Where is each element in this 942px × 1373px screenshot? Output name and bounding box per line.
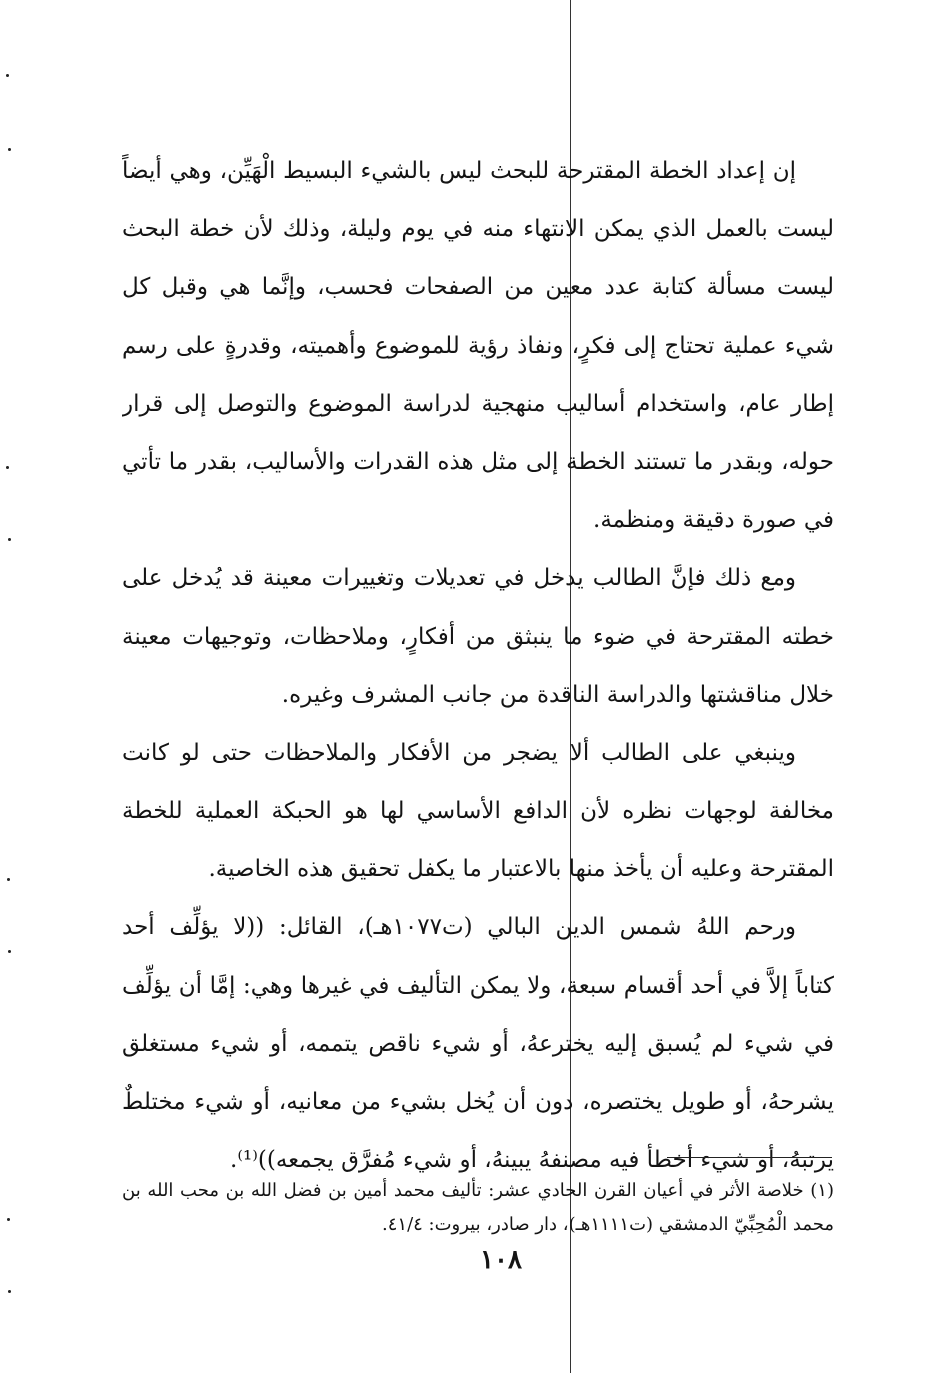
- text-line: مخالفة لوجهات نظره لأن الدافع الأساسي لها هو الحبكة العملية للخطة: [122, 798, 834, 825]
- paragraph: [122, 898, 834, 1189]
- paragraph: [122, 724, 834, 899]
- text-line: شيء عملية تحتاج إلى فكرٍ، ونفاذ رؤية للموضوع وأهميته، وقدرةٍ على رسم: [122, 332, 834, 359]
- footnote-line: (١) خلاصة الأثر في أعيان القرن الحادي عشر: تأليف محمد أمين بن فضل الله بن محب الله بن: [122, 1180, 834, 1201]
- text-line: ومع ذلك فإنَّ الطالب يدخل في تعديلات وتغييرات معينة قد يُدخل على: [122, 565, 796, 592]
- scan-speck: [8, 1290, 11, 1293]
- text-line: في صورة دقيقة ومنظمة.: [593, 507, 834, 534]
- text-line: وينبغي على الطالب ألا يضجر من الأفكار والملاحظات حتى لو كانت: [122, 739, 796, 766]
- text-line: إن إعداد الخطة المقترحة للبحث ليس بالشيء البسيط الْهَيِّن، وهي أيضاً: [122, 158, 796, 184]
- text-line: في شيء لم يُسبق إليه يخترعهُ، أو شيء ناقص يتممه، أو شيء مستغلق: [122, 1030, 834, 1057]
- scan-speck: [6, 466, 9, 469]
- page-number: ١٠٨: [480, 1245, 522, 1275]
- scan-speck: [8, 950, 11, 953]
- scan-speck: [6, 74, 9, 77]
- scan-speck: [7, 878, 10, 881]
- text-line: يشرحهُ، أو طويل يختصره، دون أن يُخل بشيء من معانيه، أو شيء مختلطٌ: [122, 1089, 834, 1115]
- text-line: ليست بالعمل الذي يمكن الانتهاء منه في يوم وليلة، وذلك لأن خطة البحث: [122, 216, 834, 243]
- text-line: ورحم اللهُ شمس الدين البالي (ت١٠٧٧هـ)، القائل: ((لا يؤلِّف أحد: [122, 914, 796, 941]
- main-text: [122, 142, 834, 1189]
- footnote: [122, 1174, 834, 1242]
- text-line: المقترحة وعليه أن يأخذ منها بالاعتبار ما يكفل تحقيق هذه الخاصية.: [208, 856, 834, 883]
- text-line: خلال مناقشتها والدراسة الناقدة من جانب المشرف وغيره.: [281, 681, 834, 708]
- footnote-separator: [667, 1157, 832, 1158]
- scan-speck: [8, 148, 11, 151]
- paragraph: [122, 549, 834, 724]
- text-line: ليست مسألة كتابة عدد معين من الصفحات فحسب، وإنَّما هي وقبل كل: [122, 274, 834, 301]
- paragraph: [122, 142, 834, 549]
- text-line: يرتبهُ، أو شيء أخطأ فيه مصنفهُ يبينهُ، أو شيء مُفرَّق يجمعه))⁽¹⁾.: [230, 1147, 834, 1174]
- scan-speck: [8, 538, 11, 541]
- text-line: إطار عام، واستخدام أساليب منهجية لدراسة الموضوع والتوصل إلى قرار: [122, 390, 834, 417]
- text-line: خطته المقترحة في ضوء ما ينبثق من أفكارٍ، وملاحظات، وتوجيهات معينة: [122, 623, 834, 650]
- text-line: كتاباً إلاَّ في أحد أقسام سبعة، ولا يمكن التأليف في غيرها وهي: إمَّا أن يؤلِّف: [122, 972, 834, 999]
- scan-speck: [7, 1218, 10, 1221]
- text-line: حوله، وبقدر ما تستند الخطة إلى مثل هذه القدرات والأساليب، بقدر ما تأتي: [122, 448, 834, 475]
- footnote-line: محمد الْمُحِبِّيّ الدمشقي (ت١١١١هـ)، دار صادر، بيروت: ٤١/٤.: [382, 1214, 834, 1235]
